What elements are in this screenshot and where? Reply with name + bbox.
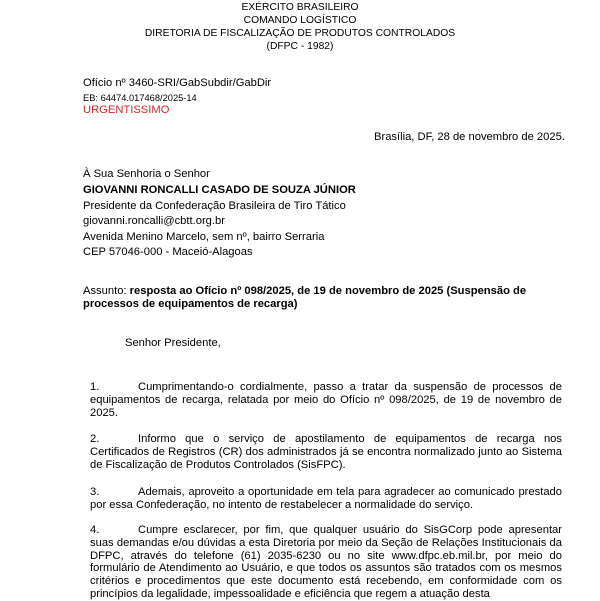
header-command: COMANDO LOGÍSTICO — [243, 15, 357, 26]
paragraph-number: 4. — [90, 524, 100, 536]
paragraph-2 — [90, 433, 562, 471]
recipient-address: Avenida Menino Marcelo, sem nº, bairro Serraria — [83, 231, 325, 243]
header-acronym: (DFPC - 1982) — [266, 41, 334, 52]
paragraph-number: 2. — [90, 433, 100, 445]
subject-label: Assunto: — [83, 285, 130, 297]
eb-number: EB: 64474.017468/2025-14 — [83, 93, 197, 103]
paragraph-number: 1. — [90, 381, 100, 393]
urgency-label: URGENTISSIMO — [83, 104, 170, 116]
paragraph-1 — [90, 381, 562, 419]
paragraph-text: Cumpre esclarecer, por fim, que qualquer usuário do SisGCorp pode apresentar suas demandas e/ou dúvidas a esta Diretoria por meio da Seção de Relações Institucionais da DFPC, através do telefone (61) 2035-6230 ou no site www.dfpc.eb.mil.br, por meio do formulário de Atendimento ao Usuário, e que todos os assuntos são tratados com os mesmos critérios e procedimentos que este documento está recebendo, em conformidade com os princípios da legalidade, impessoalidade e eficiência que regem a atuação desta — [90, 524, 562, 600]
paragraph-number: 3. — [90, 486, 100, 498]
recipient-title: Presidente da Confederação Brasileira de Tiro Tático — [83, 200, 346, 212]
paragraph-3 — [90, 486, 562, 512]
header-directorate: DIRETORIA DE FISCALIZAÇÃO DE PRODUTOS CONTROLADOS — [144, 28, 456, 39]
recipient-email: giovanni.roncalli@cbtt.org.br — [83, 215, 225, 227]
subject-line — [83, 285, 573, 311]
recipient-name: GIOVANNI RONCALLI CASADO DE SOUZA JÚNIOR — [83, 184, 356, 196]
paragraph-text: Cumprimentando-o cordialmente, passo a tratar da suspensão de processos de equipamentos de recarga, relatada por meio do Ofício nº 098/2025, de 19 de novembro de 2025. — [90, 381, 562, 419]
header-army: EXÉRCITO BRASILEIRO — [241, 2, 359, 13]
recipient-salutation: À Sua Senhoria o Senhor — [83, 168, 210, 180]
oficio-number: Ofício nº 3460-SRI/GabSubdir/GabDir — [83, 77, 272, 89]
greeting: Senhor Presidente, — [125, 337, 221, 349]
date-line: Brasília, DF, 28 de novembro de 2025. — [374, 131, 565, 143]
recipient-cep: CEP 57046-000 - Maceió-Alagoas — [83, 246, 253, 258]
subject-text: resposta ao Ofício nº 098/2025, de 19 de novembro de 2025 (Suspensão de processos de equipamentos de recarga) — [83, 285, 527, 310]
paragraph-4 — [90, 524, 562, 601]
paragraph-text: Informo que o serviço de apostilamento de equipamentos de recarga nos Certificados de Registros (CR) dos administrados já se encontra normalizado junto ao Sistema de Fiscalização de Produtos Controlados (SisFPC). — [90, 433, 562, 471]
paragraph-text: Ademais, aproveito a oportunidade em tela para agradecer ao comunicado prestado por essa Confederação, no intento de restabelecer a normalidade do serviço. — [90, 486, 562, 511]
